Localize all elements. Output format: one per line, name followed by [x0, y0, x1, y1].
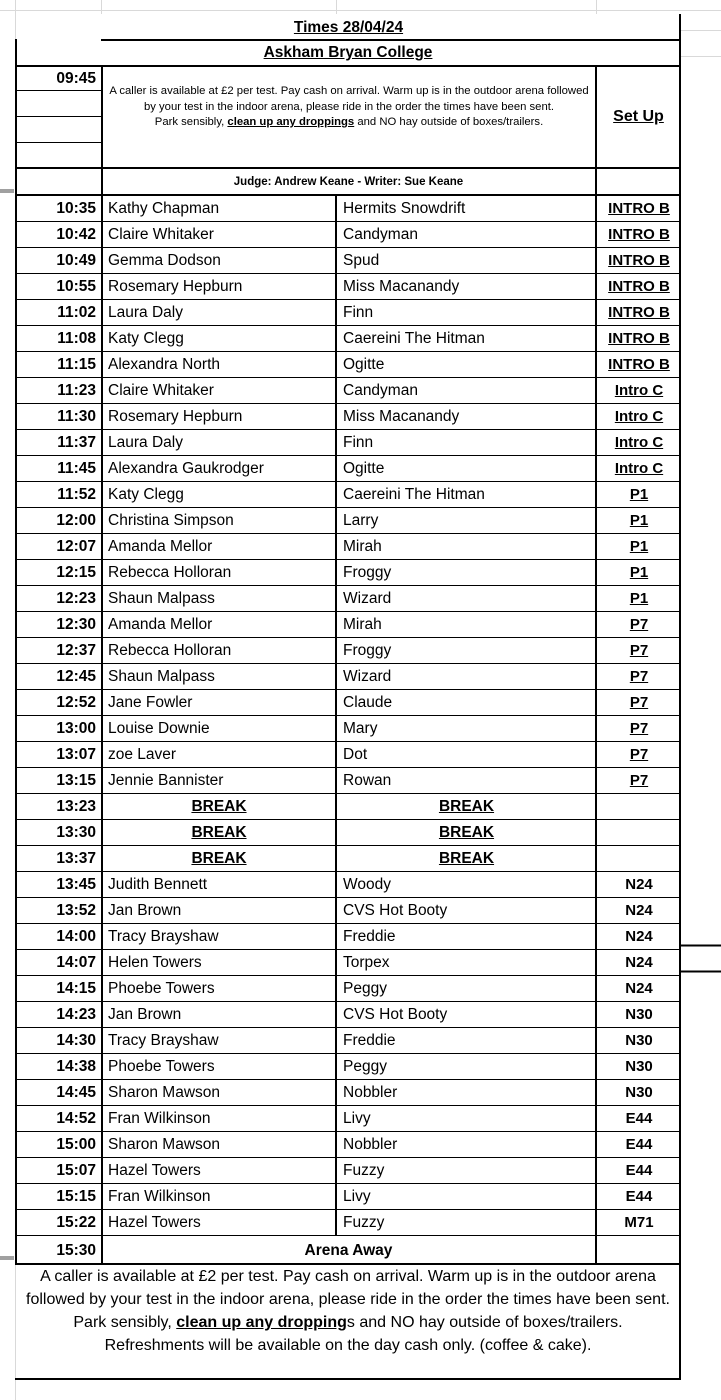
- row-time: 15:00: [56, 1136, 96, 1153]
- test-setup: P7: [629, 772, 649, 789]
- col-rider: [335, 196, 337, 1236]
- horse-name: Ogitte: [343, 356, 385, 373]
- rule-title: [101, 39, 681, 41]
- test-setup: P1: [629, 486, 649, 503]
- row-rule: [15, 1079, 681, 1080]
- test-setup: N24: [625, 928, 653, 945]
- rider-name: Gemma Dodson: [108, 252, 221, 269]
- rider-name: zoe Laver: [108, 746, 177, 763]
- venue-title: [15, 41, 681, 65]
- horse-name: Wizard: [343, 590, 392, 607]
- rider-name: Fran Wilkinson: [108, 1188, 211, 1205]
- setup-header: [596, 68, 681, 166]
- col-time: [101, 196, 103, 1263]
- rider-name: Kathy Chapman: [108, 200, 220, 217]
- horse-name: Larry: [343, 512, 379, 529]
- row-rule: [15, 585, 681, 586]
- horse-name: CVS Hot Booty: [343, 1006, 448, 1023]
- row-rule: [15, 897, 681, 898]
- row-time: 10:49: [56, 252, 96, 269]
- row-rule: [15, 1183, 681, 1184]
- test-setup: P1: [629, 538, 649, 555]
- row-rule: [15, 429, 681, 430]
- horse-name: Miss Macanandy: [343, 278, 460, 295]
- row-time: 10:55: [56, 278, 96, 295]
- footer-note: [22, 1265, 674, 1357]
- row-time: 11:23: [57, 382, 96, 399]
- horse-name: Mirah: [343, 616, 382, 633]
- row-rule: [15, 949, 681, 950]
- row-rule: [15, 767, 681, 768]
- rider-name: Fran Wilkinson: [108, 1110, 211, 1127]
- footer-park-suffix: s and NO hay outside of boxes/trailers.: [346, 1314, 623, 1331]
- horse-name: Dot: [343, 746, 368, 763]
- row-time: 14:15: [56, 980, 96, 997]
- frame-bottom: [15, 1378, 681, 1380]
- test-setup: P1: [629, 590, 649, 607]
- rider-name: Alexandra Gaukrodger: [108, 460, 264, 477]
- horse-name: Froggy: [343, 642, 392, 659]
- rider-name: Jane Fowler: [108, 694, 193, 711]
- horse-name: Peggy: [343, 980, 387, 997]
- test-setup: Intro C: [614, 460, 664, 477]
- row-rule: [15, 1105, 681, 1106]
- horse-name: Caereini The Hitman: [343, 330, 485, 347]
- test-setup: E44: [625, 1136, 653, 1153]
- rider-name: Katy Clegg: [108, 486, 184, 503]
- test-setup: P1: [629, 512, 649, 529]
- info-note-text: A caller is available at £2 per test. Pay cash on arrival. Warm up is in the outdoor arena followed by your test in the indoor arena, please ride in the order the times have been sent.: [109, 85, 589, 113]
- rider-name: Tracy Brayshaw: [108, 928, 219, 945]
- rider-name: Hazel Towers: [108, 1162, 201, 1179]
- rider-name: Katy Clegg: [108, 330, 184, 347]
- test-setup: Intro C: [614, 382, 664, 399]
- horse-name: Peggy: [343, 1058, 387, 1075]
- row-rule: [15, 1157, 681, 1158]
- rule-start: [15, 90, 101, 91]
- test-setup: P7: [629, 616, 649, 633]
- test-setup: P7: [629, 642, 649, 659]
- row-time: 10:42: [56, 226, 96, 243]
- footer-park-prefix: Park sensibly,: [73, 1314, 177, 1331]
- break-label: BREAK: [438, 824, 495, 841]
- rule-closing: [15, 1263, 681, 1265]
- row-time: 14:30: [56, 1032, 96, 1049]
- row-rule: [15, 715, 681, 716]
- horse-name: Woody: [343, 876, 391, 893]
- rider-name: Shaun Malpass: [108, 590, 215, 607]
- test-setup: Intro C: [614, 408, 664, 425]
- horse-name: Miss Macanandy: [343, 408, 460, 425]
- row-time: 10:35: [56, 200, 96, 217]
- row-time: 13:00: [56, 720, 96, 737]
- row-rule: [15, 377, 681, 378]
- col-setup: [595, 196, 597, 1263]
- row-time: 15:15: [56, 1188, 96, 1205]
- test-setup: N24: [625, 876, 653, 893]
- horse-name: Mirah: [343, 538, 382, 555]
- row-time: 12:45: [56, 668, 96, 685]
- test-setup: INTRO B: [608, 226, 670, 243]
- row-rule: [15, 351, 681, 352]
- horse-name: Rowan: [343, 772, 392, 789]
- rider-name: Christina Simpson: [108, 512, 234, 529]
- rider-name: Louise Downie: [108, 720, 210, 737]
- test-setup: N30: [625, 1058, 653, 1075]
- setup-header-text: Set Up: [613, 108, 664, 125]
- row-time: 11:30: [57, 408, 96, 425]
- row-rule: [15, 793, 681, 794]
- row-time: 11:08: [57, 330, 96, 347]
- horse-name: Caereini The Hitman: [343, 486, 485, 503]
- rider-name: Amanda Mellor: [108, 538, 213, 555]
- horse-name: Livy: [343, 1188, 371, 1205]
- rule-start: [15, 142, 101, 143]
- test-setup: N30: [625, 1006, 653, 1023]
- row-time: 14:07: [56, 954, 96, 971]
- row-rule: [15, 481, 681, 482]
- row-rule: [15, 611, 681, 612]
- break-label: BREAK: [438, 850, 495, 867]
- row-time: 13:23: [56, 798, 96, 815]
- row-rule: [15, 845, 681, 846]
- horse-name: Mary: [343, 720, 378, 737]
- row-time: 11:02: [57, 304, 96, 321]
- rider-name: Jan Brown: [108, 902, 182, 919]
- start-time: 09:45: [56, 70, 96, 87]
- judge-writer-line: Judge: Andrew Keane - Writer: Sue Keane: [233, 176, 464, 188]
- horse-name: Candyman: [343, 382, 418, 399]
- row-rule: [15, 455, 681, 456]
- test-setup: INTRO B: [608, 304, 670, 321]
- test-setup: P7: [629, 668, 649, 685]
- info-note: [106, 84, 592, 131]
- horse-name: Spud: [343, 252, 380, 269]
- row-time: 13:07: [56, 746, 96, 763]
- test-setup: [597, 820, 681, 846]
- break-label: BREAK: [191, 798, 247, 815]
- rider-name: Laura Daly: [108, 304, 183, 321]
- rule-venue: [15, 65, 681, 67]
- row-rule: [15, 221, 681, 222]
- break-label: BREAK: [438, 798, 495, 815]
- park-suffix: and NO hay outside of boxes/trailers.: [354, 116, 544, 128]
- test-setup: P7: [629, 746, 649, 763]
- break-label: BREAK: [191, 850, 247, 867]
- rider-name: Rebecca Holloran: [108, 642, 232, 659]
- row-time: 12:00: [56, 512, 96, 529]
- horse-name: Livy: [343, 1110, 371, 1127]
- row-time: 12:07: [56, 538, 96, 555]
- row-rule: [15, 975, 681, 976]
- row-time: 12:52: [56, 694, 96, 711]
- row-time: 15:07: [56, 1162, 96, 1179]
- row-rule: [15, 1209, 681, 1210]
- row-rule: [15, 559, 681, 560]
- row-time: 13:15: [56, 772, 96, 789]
- closing-time: 15:30: [56, 1242, 96, 1259]
- row-rule: [15, 299, 681, 300]
- footer-park: [22, 1311, 674, 1334]
- row-rule: [15, 1131, 681, 1132]
- rider-name: Claire Whitaker: [108, 382, 214, 399]
- row-rule: [15, 1053, 681, 1054]
- park-prefix: Park sensibly,: [154, 116, 228, 128]
- horse-name: Wizard: [343, 668, 392, 685]
- row-rule: [15, 741, 681, 742]
- horse-name: Finn: [343, 304, 374, 321]
- horse-name: CVS Hot Booty: [343, 902, 448, 919]
- rider-name: Sharon Mawson: [108, 1084, 221, 1101]
- row-time: 14:52: [56, 1110, 96, 1127]
- row-time: 13:45: [56, 876, 96, 893]
- horse-name: Finn: [343, 434, 374, 451]
- test-setup: [597, 846, 681, 872]
- test-setup: P7: [629, 694, 649, 711]
- row-time: 11:37: [57, 434, 96, 451]
- row-rule: [15, 403, 681, 404]
- venue-text: Askham Bryan College: [263, 44, 433, 61]
- row-time: 14:00: [56, 928, 96, 945]
- rider-name: Alexandra North: [108, 356, 221, 373]
- horse-name: Hermits Snowdrift: [343, 200, 466, 217]
- test-setup: M71: [624, 1214, 654, 1231]
- row-rule: [15, 533, 681, 534]
- row-rule: [15, 273, 681, 274]
- horse-name: Freddie: [343, 1032, 396, 1049]
- row-time: 12:37: [56, 642, 96, 659]
- row-rule: [15, 1001, 681, 1002]
- horse-name: Nobbler: [343, 1084, 398, 1101]
- row-time: 13:52: [56, 902, 96, 919]
- col-setup-head: [595, 65, 597, 194]
- rider-name: Laura Daly: [108, 434, 183, 451]
- rule-start: [15, 116, 101, 117]
- test-setup: INTRO B: [608, 200, 670, 217]
- park-emphasis: clean up any droppings: [227, 116, 355, 128]
- row-time: 12:15: [56, 564, 96, 581]
- horse-name: Candyman: [343, 226, 418, 243]
- rider-name: Phoebe Towers: [108, 1058, 215, 1075]
- test-setup: E44: [625, 1162, 653, 1179]
- row-time: 15:22: [56, 1214, 96, 1231]
- test-setup: INTRO B: [608, 330, 670, 347]
- rider-name: Judith Bennett: [108, 876, 208, 893]
- row-rule: [15, 637, 681, 638]
- horse-name: Freddie: [343, 928, 396, 945]
- test-setup: E44: [625, 1188, 653, 1205]
- footer-text: A caller is available at £2 per test. Pay cash on arrival. Warm up is in the outdoor arena followed by your test in the indoor arena, please ride in the order the times have been sent.: [26, 1268, 670, 1308]
- row-time: 12:30: [56, 616, 96, 633]
- row-time: 11:15: [57, 356, 96, 373]
- horse-name: Ogitte: [343, 460, 385, 477]
- rider-name: Claire Whitaker: [108, 226, 214, 243]
- row-time: 11:45: [57, 460, 96, 477]
- row-rule: [15, 871, 681, 872]
- test-setup: INTRO B: [608, 278, 670, 295]
- break-label: BREAK: [191, 824, 247, 841]
- row-rule: [15, 663, 681, 664]
- rider-name: Jennie Bannister: [108, 772, 224, 789]
- closing-label: Arena Away: [304, 1242, 393, 1259]
- info-note-park: [106, 115, 592, 131]
- test-setup: N24: [625, 954, 653, 971]
- frame-right: [679, 14, 681, 1380]
- rider-name: Amanda Mellor: [108, 616, 213, 633]
- rider-name: Rosemary Hepburn: [108, 278, 243, 295]
- title-text: Times 28/04/24: [293, 19, 404, 36]
- test-setup: N30: [625, 1032, 653, 1049]
- row-time: 14:45: [56, 1084, 96, 1101]
- rider-name: Rosemary Hepburn: [108, 408, 243, 425]
- row-rule: [15, 689, 681, 690]
- rider-name: Tracy Brayshaw: [108, 1032, 219, 1049]
- rider-name: Rebecca Holloran: [108, 564, 232, 581]
- col-time-head: [101, 65, 103, 194]
- rider-name: Shaun Malpass: [108, 668, 215, 685]
- test-setup: E44: [625, 1110, 653, 1127]
- row-time: 13:37: [56, 850, 96, 867]
- row-rule: [15, 819, 681, 820]
- rider-name: Helen Towers: [108, 954, 202, 971]
- row-time: 11:52: [57, 486, 96, 503]
- row-rule: [15, 325, 681, 326]
- test-setup: INTRO B: [608, 252, 670, 269]
- row-rule: [15, 507, 681, 508]
- horse-name: Fuzzy: [343, 1214, 385, 1231]
- row-time: 14:23: [56, 1006, 96, 1023]
- footer-refreshments: Refreshments will be available on the day cash only. (coffee & cake).: [104, 1337, 592, 1354]
- horse-name: Froggy: [343, 564, 392, 581]
- row-rule: [15, 1027, 681, 1028]
- rider-name: Sharon Mawson: [108, 1136, 221, 1153]
- row-rule: [15, 923, 681, 924]
- horse-name: Fuzzy: [343, 1162, 385, 1179]
- row-rule: [15, 247, 681, 248]
- test-setup: INTRO B: [608, 356, 670, 373]
- horse-name: Torpex: [343, 954, 390, 971]
- rule-judge: [15, 194, 681, 196]
- rider-name: Hazel Towers: [108, 1214, 201, 1231]
- row-time: 13:30: [56, 824, 96, 841]
- horse-name: Claude: [343, 694, 393, 711]
- test-setup: P7: [629, 720, 649, 737]
- rider-name: Phoebe Towers: [108, 980, 215, 997]
- test-setup: [597, 794, 681, 820]
- rider-name: Jan Brown: [108, 1006, 182, 1023]
- row-time: 14:38: [56, 1058, 96, 1075]
- footer-park-emphasis: clean up any dropping: [176, 1314, 347, 1331]
- test-setup: N30: [625, 1084, 653, 1101]
- horse-name: Nobbler: [343, 1136, 398, 1153]
- row-time: 12:23: [56, 590, 96, 607]
- test-setup: N24: [625, 902, 653, 919]
- row-rule: [15, 1235, 681, 1236]
- rule-note: [15, 167, 681, 169]
- sheet-title: [101, 16, 596, 40]
- test-setup: Intro C: [614, 434, 664, 451]
- test-setup: P1: [629, 564, 649, 581]
- test-setup: N24: [625, 980, 653, 997]
